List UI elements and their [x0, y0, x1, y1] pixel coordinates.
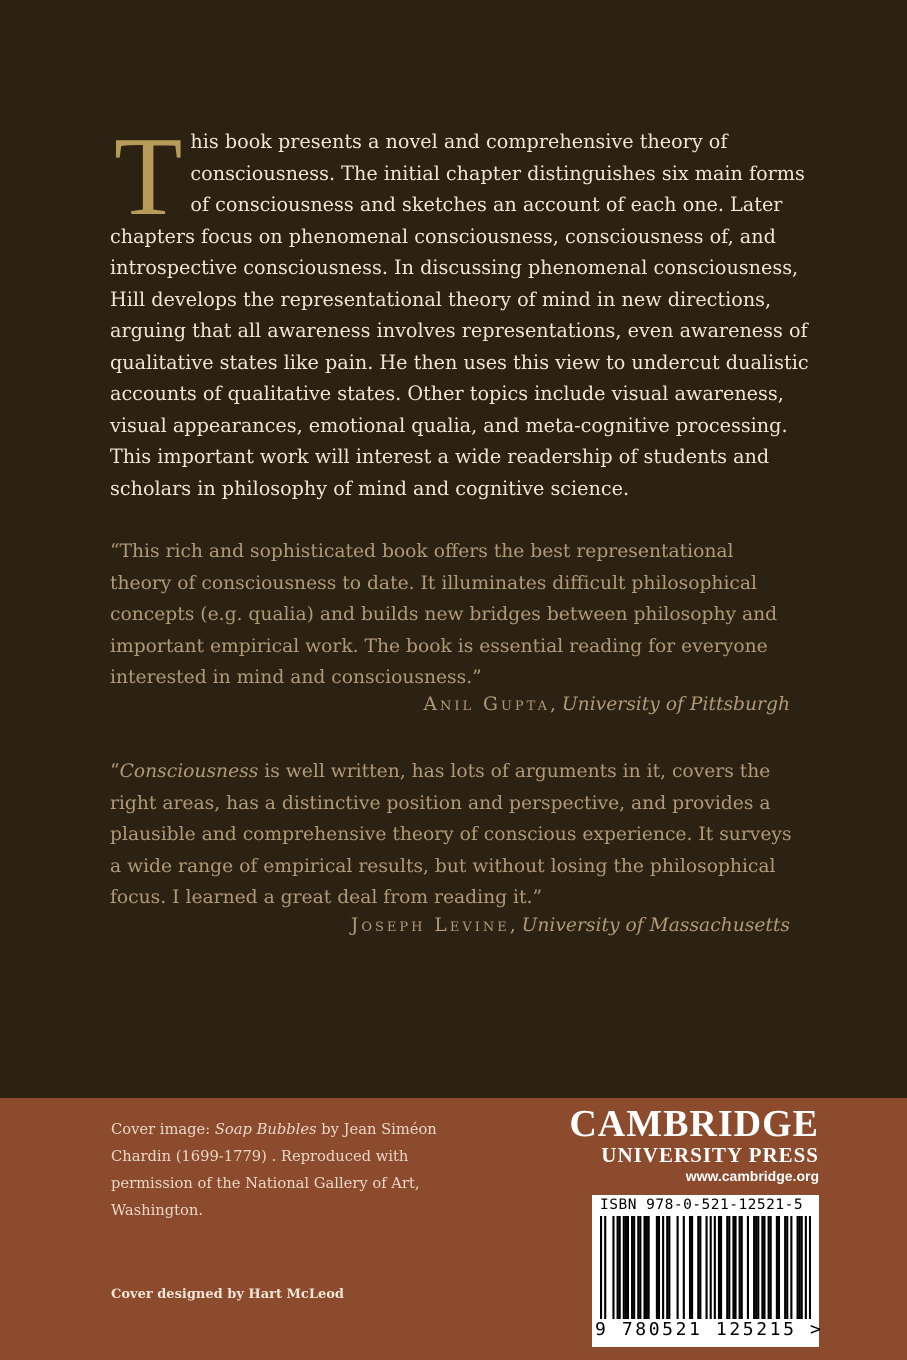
barcode-bar — [799, 1216, 801, 1319]
barcode-bar — [633, 1216, 635, 1319]
barcode-bar — [778, 1216, 780, 1319]
reviewer-institution: University of Massachusetts — [521, 915, 790, 936]
barcode-bar — [718, 1216, 720, 1319]
publisher-press: UNIVERSITY PRESS — [601, 1143, 819, 1167]
barcode-bar — [757, 1216, 759, 1319]
barcode-bar — [739, 1216, 741, 1319]
reviewer-name: Joseph Levine — [350, 915, 510, 936]
publisher-logo — [569, 1104, 819, 1186]
barcode-bar — [637, 1216, 639, 1319]
barcode-bar — [691, 1216, 693, 1319]
barcode-bar — [662, 1216, 664, 1319]
barcode-bar — [797, 1216, 799, 1319]
barcode-bar — [666, 1216, 668, 1319]
barcode-bar — [656, 1216, 658, 1319]
barcode-bar — [809, 1216, 811, 1319]
barcode-bar — [668, 1216, 670, 1319]
credit-text: by Jean Siméon Chardin (1699-1779) . Reproduced with permission of the National Gallery of Art, Washington. — [111, 1121, 437, 1219]
barcode-bar — [677, 1216, 679, 1319]
isbn-barcode — [592, 1195, 824, 1347]
barcode-bar — [784, 1216, 786, 1319]
barcode-bar — [646, 1216, 648, 1319]
barcode-bar — [639, 1216, 641, 1319]
barcode-bar — [747, 1216, 749, 1319]
barcode-bar — [714, 1216, 716, 1319]
barcode-bar — [763, 1216, 765, 1319]
barcode-bar — [627, 1216, 629, 1319]
barcode-bar — [805, 1216, 807, 1319]
barcode-bar — [619, 1216, 621, 1319]
quoted-book-title: Consciousness — [119, 761, 259, 782]
barcode-bar — [732, 1216, 734, 1319]
review-quote-2 — [110, 756, 800, 914]
review-attribution-1: Anil Gupta, University of Pittsburgh — [423, 694, 790, 715]
review-quote-1: “This rich and sophisticated book offers the best representational theory of consciousness to date. It illuminates difficult philosophical concepts (e.g. qualia) and builds new bridges between philosophy and important empirical work. The book is essential reading for everyone interested in mind and consciousness.” — [110, 541, 778, 688]
reviewer-name: Anil Gupta — [423, 694, 551, 715]
drop-cap: T — [114, 115, 183, 239]
barcode-bar — [648, 1216, 650, 1319]
barcode-bar — [604, 1216, 606, 1319]
barcode-bar — [683, 1216, 685, 1319]
barcode-bars — [600, 1216, 811, 1319]
barcode-bar — [755, 1216, 757, 1319]
barcode-bar — [786, 1216, 788, 1319]
barcode-bar — [753, 1216, 755, 1319]
book-description — [110, 115, 810, 504]
barcode-bar — [726, 1216, 728, 1319]
barcode-bar — [734, 1216, 736, 1319]
description-text: his book presents a novel and comprehensive theory of consciousness. The initial chapter distinguishes six main forms of consciousness and sketches an account of each one. Later chapters focus on phenomenal consciousness, consciousness of, and introspective consciousness. In discussing phenomenal consciousness, Hill develops the representational theory of mind in new directions, arguing that all awareness involves representations, even awareness of qualitative states like pain. He then uses this view to undercut dualistic accounts of qualitative states. Other topics include visual awareness, visual appearances, emotional qualia, and meta-cognitive processing. This important work will interest a wide readership of students and scholars in philosophy of mind and cognitive science. — [110, 130, 809, 500]
barcode-bar — [625, 1216, 627, 1319]
barcode-bar — [710, 1216, 712, 1319]
barcode-bar — [658, 1216, 660, 1319]
credit-prefix: Cover image: — [111, 1121, 215, 1138]
barcode-bar — [741, 1216, 743, 1319]
barcode-bar — [631, 1216, 633, 1319]
barcode-bar — [770, 1216, 772, 1319]
barcode-bar — [689, 1216, 691, 1319]
ean-digits: 9 780521 125215 > — [595, 1319, 824, 1340]
quote-open-mark: “ — [110, 761, 120, 782]
barcode-bar — [720, 1216, 722, 1319]
barcode-bar — [697, 1216, 699, 1319]
barcode-bar — [643, 1216, 645, 1319]
artwork-title: Soap Bubbles — [214, 1121, 317, 1138]
cover-image-credit — [111, 1116, 471, 1224]
cover-designer-credit: Cover designed by Hart McLeod — [111, 1287, 344, 1302]
barcode-bar — [801, 1216, 803, 1319]
review-attribution-2: Joseph Levine, University of Massachusetts — [350, 915, 790, 936]
barcode-bar — [699, 1216, 701, 1319]
barcode-bar — [768, 1216, 770, 1319]
barcode-bar — [612, 1216, 614, 1319]
barcode-bar — [790, 1216, 792, 1319]
barcode-bar — [776, 1216, 778, 1319]
barcode-bar — [728, 1216, 730, 1319]
barcode-bar — [706, 1216, 708, 1319]
barcode-bar — [761, 1216, 763, 1319]
reviewer-institution: University of Pittsburgh — [561, 694, 790, 715]
barcode-bar — [600, 1216, 602, 1319]
isbn-label: ISBN 978-0-521-12521-5 — [600, 1197, 804, 1213]
quote-body: is well written, has lots of arguments in it, covers the right areas, has a distinctive position and perspective, and provides a plausible and comprehensive theory of conscious experience. It surveys a wide range of empirical results, but without losing the philosophical focus. I learned a great deal from reading it.” — [110, 761, 792, 908]
barcode-bar — [623, 1216, 625, 1319]
publisher-url: www.cambridge.org — [685, 1168, 819, 1184]
barcode-bar — [617, 1216, 619, 1319]
publisher-name: CAMBRIDGE — [569, 1103, 819, 1145]
